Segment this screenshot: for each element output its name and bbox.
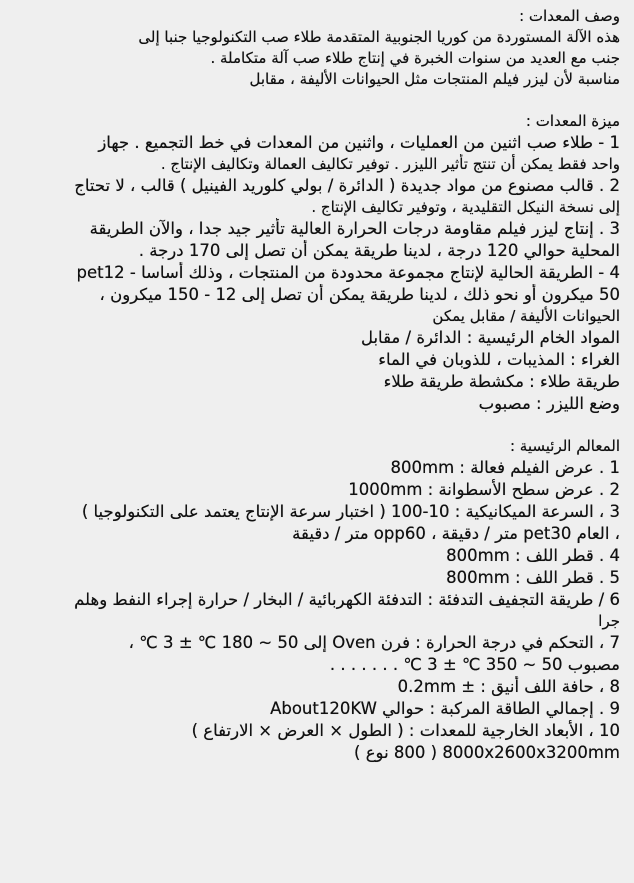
feature-line: 50 ميكرون أو نحو ذلك ، لدينا طريقة يمكن أن تصل إلى 12 - 150 ميكرون ، (99, 285, 620, 304)
section-spacer (8, 415, 620, 436)
feature-line: طريقة طلاء : مكشطة طريقة طلاء (383, 372, 620, 391)
feature-line: المحلية حوالي 120 درجة ، لدينا طريقة يمكن أن تصل إلى 170 درجة . (138, 241, 620, 260)
feature-line: وضع الليزر : مصبوب (478, 394, 620, 413)
description-line: هذه الآلة المستوردة من كوريا الجنوبية المتقدمة طلاء صب التكنولوجيا جنبا إلى (138, 28, 620, 46)
description-title: وصف المعدات : (519, 7, 620, 25)
description-line: جنب مع العديد من سنوات الخبرة في إنتاج طلاء صب آلة متكاملة . (210, 49, 620, 67)
feature-line: الغراء : المذيبات ، للذوبان في الماء (378, 350, 620, 369)
features-title: ميزة المعدات : (525, 112, 620, 130)
parameter-line: 8000x2600x3200mm ( 800 نوع ) (354, 743, 620, 762)
parameter-line: ، العام pet30 متر / دقيقة ، opp60 متر / دقيقة (292, 524, 620, 543)
parameter-line: جرا (598, 612, 620, 630)
parameter-line: 5 . قطر اللف : 800mm (446, 568, 620, 587)
parameter-line: 10 ، الأبعاد الخارجية للمعدات : ( الطول × العرض × الارتفاع ) (191, 721, 620, 740)
equipment-description-section (8, 6, 620, 90)
feature-line: المواد الخام الرئيسية : الدائرة / مقابل (360, 328, 620, 347)
parameter-line: 3 ، السرعة الميكانيكية : 10-100 ( اختبار سرعة الإنتاج يعتمد على التكنولوجيا ) (81, 502, 620, 521)
description-line: مناسبة لأن ليزر فيلم المنتجات مثل الحيوانات الأليفة ، مقابل (249, 70, 620, 88)
parameter-line: 8 ، حافة اللف أنيق : ± 0.2mm (397, 677, 620, 696)
feature-line: 4 - الطريقة الحالية لإنتاج مجموعة محدودة من المنتجات ، وذلك أساسا - pet12 (76, 263, 620, 282)
parameter-line: 9 . إجمالي الطاقة المركبة : حوالي About120KW (270, 699, 620, 718)
parameter-line: 1 . عرض الفيلم فعالة : 800mm (390, 458, 620, 477)
parameter-line: 7 ، التحكم في درجة الحرارة : فرن Oven إلى 50 ~ 180 ℃ ± 3 ℃ ، (128, 633, 620, 652)
feature-line: الحيوانات الأليفة / مقابل يمكن (432, 307, 620, 325)
parameters-title: المعالم الرئيسية : (509, 437, 620, 455)
feature-line: 1 - طلاء صب اثنين من العمليات ، واثنين من المعدات في خط التجميع . جهاز (98, 133, 620, 152)
parameter-line: 6 / طريقة التجفيف التدفئة : التدفئة الكهربائية / البخار / حرارة إجراء النفط وهلم (74, 590, 620, 609)
equipment-features-section (8, 111, 620, 415)
feature-line: إلى نسخة النيكل التقليدية ، وتوفير تكاليف الإنتاج . (311, 198, 620, 216)
parameter-line: مصبوب 50 ~ 350 ℃ ± 3 ℃ . . . . . . . (329, 655, 620, 674)
parameter-line: 4 . قطر اللف : 800mm (446, 546, 620, 565)
section-spacer (8, 90, 620, 111)
feature-line: واحد فقط يمكن أن تنتج تأثير الليزر . توفير تكاليف العمالة وتكاليف الإنتاج . (160, 155, 620, 173)
feature-line: 2 . قالب مصنوع من مواد جديدة ( الدائرة / بولي كلوريد الفينيل ) قالب ، لا تحتاج (74, 176, 620, 195)
parameter-line: 2 . عرض سطح الأسطوانة : 1000mm (348, 480, 620, 499)
feature-line: 3 . إنتاج ليزر فيلم مقاومة درجات الحرارة العالية تأثير جيد جدا ، والآن الطريقة (89, 219, 620, 238)
main-parameters-section (8, 436, 620, 764)
